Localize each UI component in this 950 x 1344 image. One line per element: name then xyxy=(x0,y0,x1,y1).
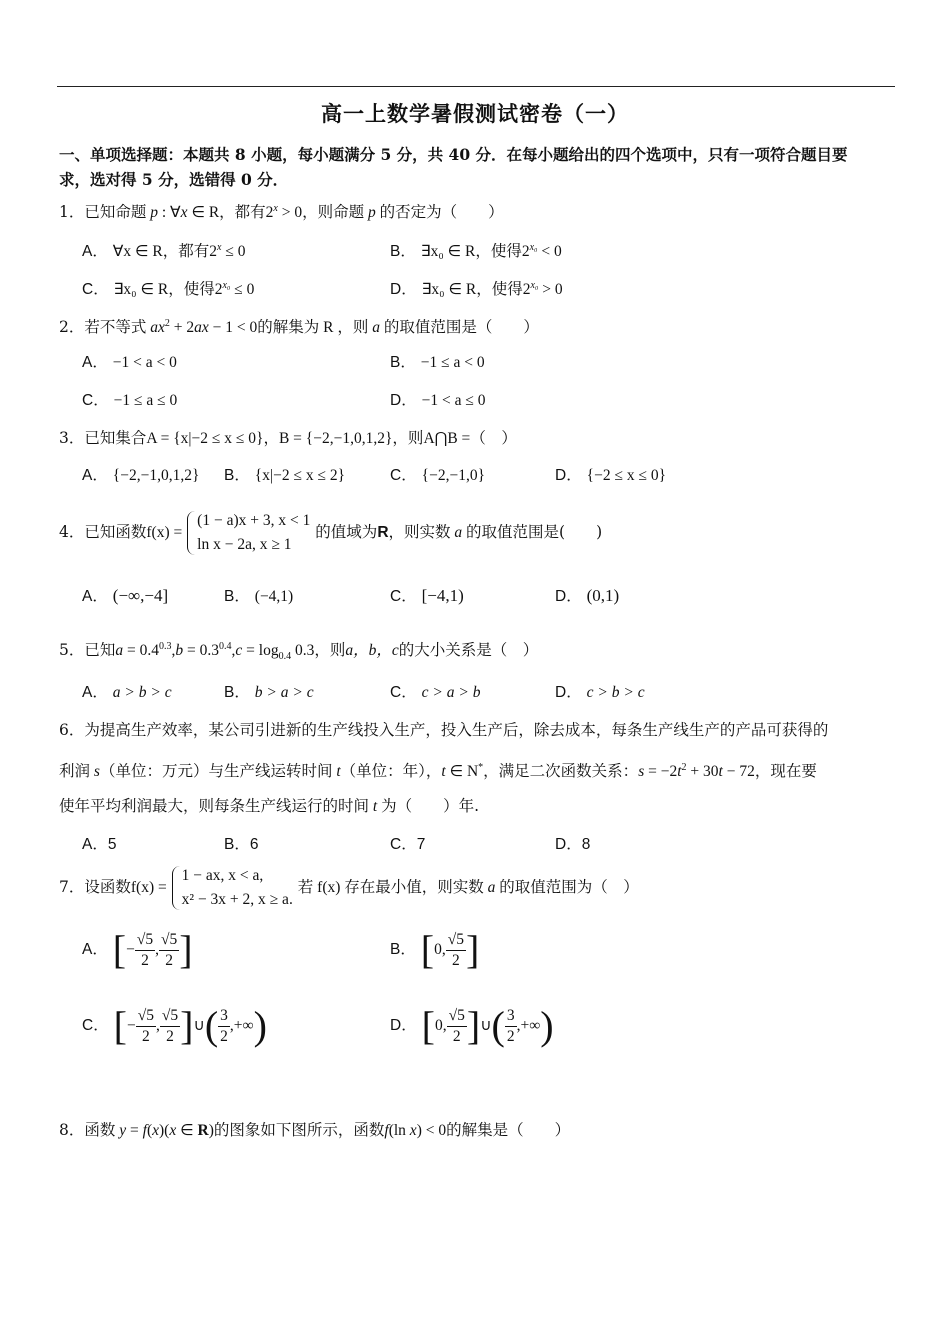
q7-option-a[interactable]: A． [− $\frac{√5}{2}$ , $\frac{√5}{2}$ ] xyxy=(82,927,193,972)
q7-piecewise: 1 − ax, x < a, x² − 3x + 2, x ≥ a. xyxy=(172,864,293,912)
q5-option-d[interactable]: D． c > b > c xyxy=(555,684,645,701)
question-6-line-3: 使年平均利润最大，则每条生产线运行的时间 t 为（ ）年. xyxy=(59,797,480,815)
q3-option-a[interactable]: A． {−2,−1,0,1,2} xyxy=(82,467,200,484)
question-1-stem: 1．已知命题 p : ∀x ∈ R，都有$2^x > 0$，则命题 p 的否定为（ ） xyxy=(59,203,504,222)
q5-option-a[interactable]: A． a > b > c xyxy=(82,684,172,701)
q7-option-c[interactable]: C． [− $\frac{√5}{2}$ , $\frac{√5}{2}$ ]∪( $\frac{3}{2}$ ,+∞) xyxy=(82,1003,267,1048)
q4-option-a[interactable]: A． (−∞,−4] xyxy=(82,586,169,605)
question-6-line-2: 利润 s（单位：万元）与生产线运转时间 t（单位：年），t ∈ N*，满足二次函数关系：$s = -2t^2 + 30t - 72$，现在要 xyxy=(59,762,817,781)
q1-option-a[interactable]: A． ∀x ∈ R，都有$2^x \le 0$ xyxy=(82,242,246,261)
page-title: 高一上数学暑假测试密卷（一） xyxy=(321,101,629,126)
q7-option-b[interactable]: B． [0, $\frac{√5}{2}$ ] xyxy=(390,927,480,972)
q5-option-c[interactable]: C． c > a > b xyxy=(390,684,481,701)
q6-option-b[interactable]: B．6 xyxy=(224,836,259,853)
q6-option-c[interactable]: C．7 xyxy=(390,836,426,853)
q2-option-b[interactable]: B． −1 ≤ a < 0 xyxy=(390,354,485,371)
question-4-stem: 4．已知函数f(x) = (1 − a)x + 3, x < 1 ln x − 2a, x ≥ 1 的值域为R，则实数 a 的取值范围是( ) xyxy=(59,507,602,558)
question-8-stem: 8．函数 y = f(x)(x ∈ R)的图象如下图所示，函数f(ln x) < 0的解集是（ ） xyxy=(59,1121,571,1139)
q2-option-c[interactable]: C． −1 ≤ a ≤ 0 xyxy=(82,392,178,409)
q2-option-a[interactable]: A． −1 < a < 0 xyxy=(82,354,177,371)
q4-piecewise: (1 − a)x + 3, x < 1 ln x − 2a, x ≥ 1 xyxy=(187,509,310,557)
q3-option-c[interactable]: C． {−2,−1,0} xyxy=(390,467,486,484)
question-2-stem: 2．若不等式 $ax^2 + 2ax - 1 < 0$的解集为 R ，则 a 的取值范围是（ ） xyxy=(59,318,539,337)
section-heading: 一、单项选择题：本题共 8 小题，每小题满分 5 分，共 40 分．在每小题给出的四个选项中，只有一项符合题目要 求，选对得 5 分，选错得 0 分． xyxy=(59,145,848,189)
q1-option-c[interactable]: C． ∃x₀ ∈ R，使得$2^{x_0} \le 0$ xyxy=(82,280,255,299)
q4-option-d[interactable]: D． (0,1) xyxy=(555,586,620,605)
header-rule xyxy=(57,86,895,87)
question-6-line-1: 6．为提高生产效率，某公司引进新的生产线投入生产，投入生产后，除去成本，每条生产线生产的产品可获得的 xyxy=(59,721,829,739)
q6-option-d[interactable]: D．8 xyxy=(555,836,591,853)
q1-option-d[interactable]: D． ∃x₀ ∈ R，使得$2^{x_0} > 0$ xyxy=(390,280,563,299)
q7-option-d[interactable]: D． [0, $\frac{√5}{2}$ ]∪( $\frac{3}{2}$ ,+∞) xyxy=(390,1003,554,1048)
question-5-stem: 5．已知$a = 0.4^{0.3},b = 0.3^{0.4},c = \log_{0.4} 0.3$，则a，b，c的大小关系是（ ） xyxy=(59,641,539,663)
q6-option-a[interactable]: A．5 xyxy=(82,836,117,853)
question-7-stem: 7．设函数f(x) = 1 − ax, x < a, x² − 3x + 2, x ≥ a. 若 f(x) 存在最小值，则实数 a 的取值范围为（ ） xyxy=(59,862,639,913)
q3-option-d[interactable]: D． {−2 ≤ x ≤ 0} xyxy=(555,467,667,484)
q1-option-b[interactable]: B． ∃x₀ ∈ R，使得$2^{x_0} < 0$ xyxy=(390,242,562,261)
q2-option-d[interactable]: D． −1 < a ≤ 0 xyxy=(390,392,486,409)
q4-option-c[interactable]: C． [−4,1) xyxy=(390,586,464,605)
q4-option-b[interactable]: B． (−4,1) xyxy=(224,588,294,605)
question-3-stem: 3．已知集合A = {x|−2 ≤ x ≤ 0}，B = {−2,−1,0,1,2}，则A⋂B =（ ） xyxy=(59,429,517,447)
q5-option-b[interactable]: B． b > a > c xyxy=(224,684,314,701)
q3-option-b[interactable]: B． {x|−2 ≤ x ≤ 2} xyxy=(224,467,346,484)
